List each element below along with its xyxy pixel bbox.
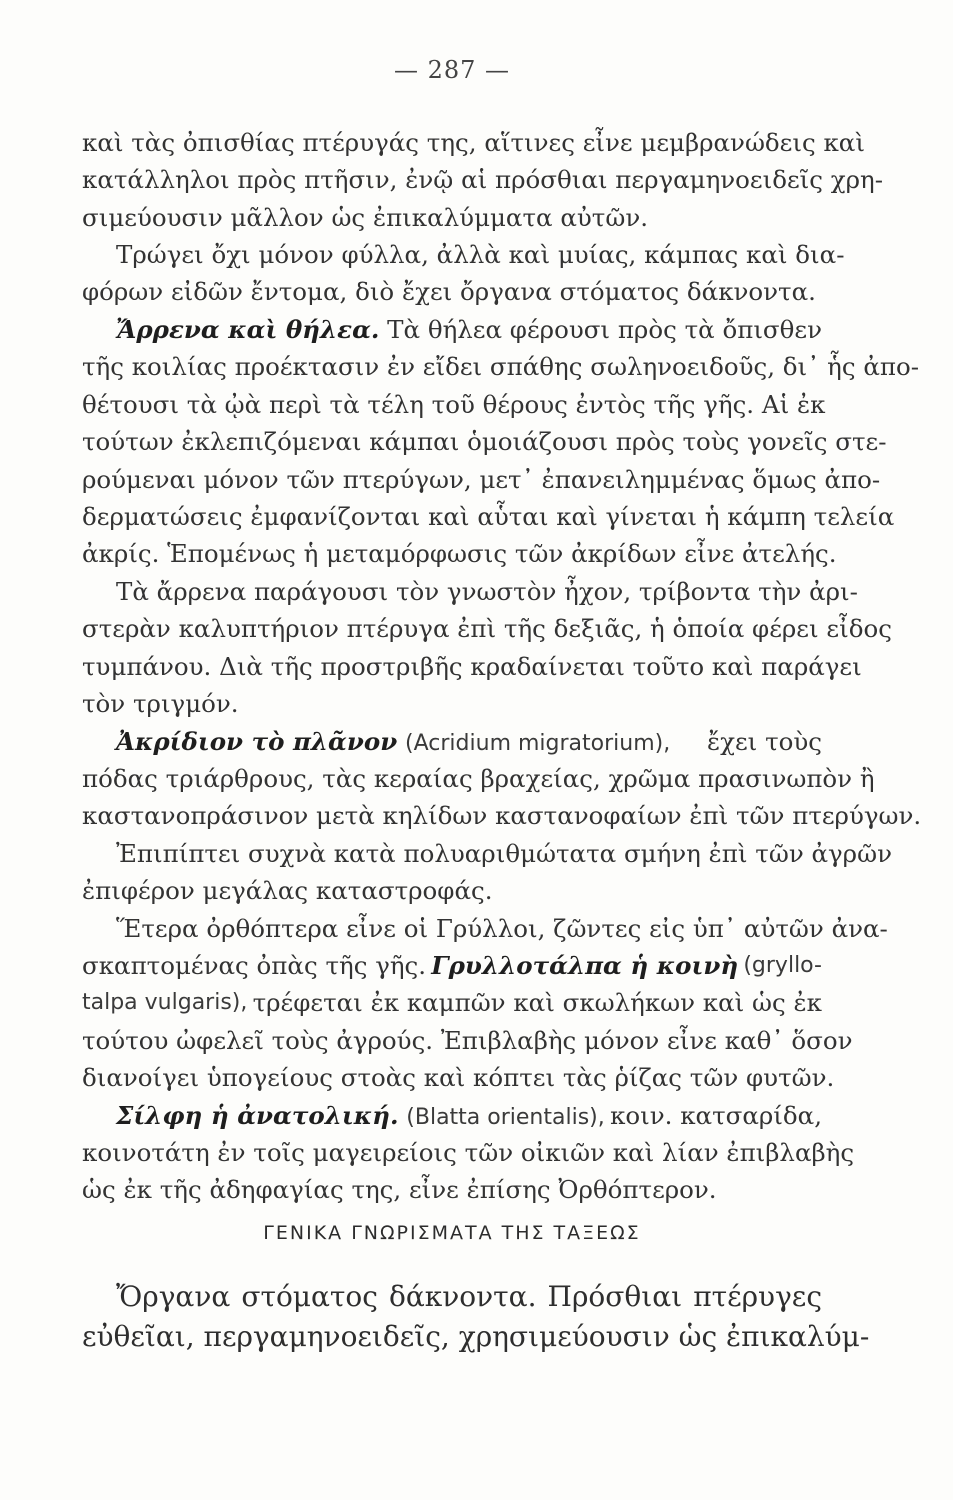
text-fragment: κοιν. κατσαρίδα, [610, 1101, 822, 1130]
text-line: τῆς κοιλίας προέκτασιν ἐν εἴδει σπάθης σωληνοειδοῦς, δι᾽ ἧς ἀπο- [82, 352, 920, 381]
text-fragment: σκαπτομένας ὀπὰς τῆς γῆς. [82, 951, 427, 980]
term-akridion: Ἀκρίδιον τὸ πλᾶνον [116, 727, 398, 756]
latin-gryllotalpa-b: talpa vulgaris), [82, 990, 248, 1015]
summary-line: εὐθεῖαι, περγαμηνοειδεῖς, χρησιμεύουσιν ὡς ἐπικαλύμ- [82, 1320, 870, 1353]
section-heading: ΓΕΝΙΚΑ ΓΝΩΡΙΣΜΑΤΑ ΤΗΣ ΤΑΞΕΩΣ [263, 1222, 641, 1244]
text-line: ὡς ἐκ τῆς ἀδηφαγίας της, εἶνε ἐπίσης Ὀρθόπτερον. [82, 1175, 717, 1204]
page-number: — 287 — [393, 56, 511, 84]
text-line: ἐπιφέρον μεγάλας καταστροφάς. [82, 876, 493, 905]
text-line: Ἐπιπίπτει συχνὰ κατὰ πολυαριθμώτατα σμήνη ἐπὶ τῶν ἀγρῶν [116, 839, 892, 868]
text-line: κατάλληλοι πρὸς πτῆσιν, ἐνῷ αἱ πρόσθιαι περγαμηνοειδεῖς χρη- [82, 165, 883, 194]
text-line-with-term [82, 315, 822, 345]
term-gryllotalpa: Γρυλλοτάλπα ἡ κοινὴ [431, 951, 739, 980]
text-line: καὶ τὰς ὀπισθίας πτέρυγάς της, αἵτινες εἶνε μεμβρανώδεις καὶ [82, 128, 865, 157]
text-fragment: ἔχει τοὺς [707, 727, 822, 756]
term-arrena-thilea: Ἄρρενα καὶ θήλεα. [116, 315, 380, 344]
text-line: Τρώγει ὄχι μόνον φύλλα, ἀλλὰ καὶ μυίας, κάμπας καὶ δια- [116, 240, 845, 269]
text-line: Τὰ ἄρρενα παράγουσι τὸν γνωστὸν ἦχον, τρίβοντα τὴν ἀρι- [116, 577, 858, 606]
term-silfi: Σίλφη ἡ ἀνατολική. [116, 1101, 399, 1130]
text-line: τυμπάνου. Διὰ τῆς προστριβῆς κραδαίνεται τοῦτο καὶ παράγει [82, 652, 862, 681]
latin-akridion: (Acridium migratorium), [405, 731, 671, 756]
text-line: σιμεύουσιν μᾶλλον ὡς ἐπικαλύμματα αὐτῶν. [82, 203, 649, 232]
latin-silfi: (Blatta orientalis), [406, 1105, 605, 1130]
text-line: Ἕτερα ὀρθόπτερα εἶνε οἱ Γρύλλοι, ζῶντες εἰς ὑπ᾽ αὐτῶν ἀνα- [116, 914, 888, 943]
text-line: πόδας τριάρθρους, τὰς κεραίας βραχείας, χρῶμα πρασινωπὸν ἢ [82, 764, 875, 793]
text-line: φόρων εἰδῶν ἔντομα, διὸ ἔχει ὄργανα στόματος δάκνοντα. [82, 277, 816, 306]
text-line: ἀκρίς. Ἑπομένως ἡ μεταμόρφωσις τῶν ἀκρίδων εἶνε ἀτελής. [82, 539, 837, 568]
summary-line: Ὄργανα στόματος δάκνοντα. Πρόσθιαι πτέρυγες [116, 1280, 822, 1313]
text-line: στερὰν καλυπτήριον πτέρυγα ἐπὶ τῆς δεξιᾶς, ἡ ὁποία φέρει εἶδος [82, 614, 892, 643]
text-line: ρούμεναι μόνον τῶν πτερύγων, μετ᾽ ἐπανειλημμένας ὅμως ἀπο- [82, 465, 881, 494]
text-line: δερματώσεις ἐμφανίζονται καὶ αὗται καὶ γίνεται ἡ κάμπη τελεία [82, 502, 895, 531]
text-line: κοινοτάτη ἐν τοῖς μαγειρείοις τῶν οἰκιῶν καὶ λίαν ἐπιβλαβὴς [82, 1138, 855, 1167]
text-line: τούτων ἐκλεπιζόμεναι κάμπαι ὁμοιάζουσι πρὸς τοὺς γονεῖς στε- [82, 427, 887, 456]
text-line: τούτου ὠφελεῖ τοὺς ἀγρούς. Ἐπιβλαβὴς μόνον εἶνε καθ᾽ ὅσον [82, 1026, 853, 1055]
text-line-with-term [82, 1101, 822, 1133]
text-line: θέτουσι τὰ ᾠὰ περὶ τὰ τέλη τοῦ θέρους ἐντὸς τῆς γῆς. Αἱ ἐκ [82, 390, 826, 419]
latin-gryllotalpa-a: (gryllo- [743, 953, 822, 978]
text-fragment: τρέφεται ἐκ καμπῶν καὶ σκωλήκων καὶ ὡς ἐκ [252, 988, 822, 1017]
text-line-with-term [82, 951, 822, 981]
text-fragment: Τὰ θήλεα φέρουσι πρὸς τὰ ὄπισθεν [387, 315, 822, 344]
text-line: τὸν τριγμόν. [82, 689, 239, 718]
text-line-with-term [82, 727, 822, 759]
text-line: καστανοπράσινον μετὰ κηλίδων καστανοφαίων ἐπὶ τῶν πτερύγων. [82, 801, 922, 830]
text-line-with-term [82, 988, 822, 1018]
text-line: διανοίγει ὑπογείους στοὰς καὶ κόπτει τὰς ῥίζας τῶν φυτῶν. [82, 1063, 835, 1092]
